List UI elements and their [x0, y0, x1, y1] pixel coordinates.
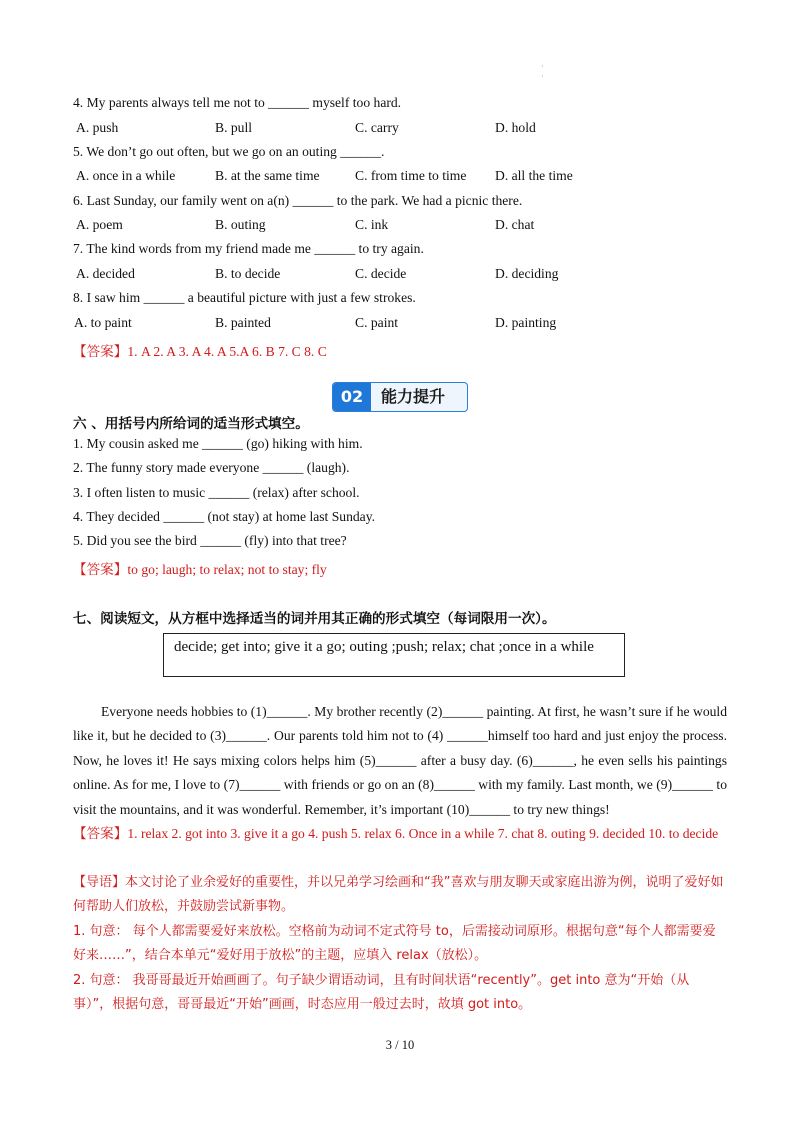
question-7-options: [74, 266, 634, 284]
option-d: D. hold: [495, 120, 536, 135]
option-c: C. ink: [355, 217, 389, 232]
option-d: D. chat: [495, 217, 535, 232]
section-6-item: 5. Did you see the bird ______ (fly) into that tree?: [73, 533, 347, 548]
option-c: C. paint: [355, 315, 399, 330]
section-6-item: 2. The funny story made everyone ______ (laugh).: [73, 460, 350, 475]
section-badge: [332, 382, 468, 412]
section-6-item: 4. They decided ______ (not stay) at home last Sunday.: [73, 509, 376, 524]
section-7-explain-2: 2. 句意： 我哥哥最近开始画画了。句子缺少谓语动词，且有时间状语“recently”。get into 意为“开始（从事）”，根据句意，哥哥最近“开始”画画，时态应用一般过去时，故填 got into。: [73, 973, 690, 1013]
answer-mc: 【答案】1. A 2. A 3. A 4. A 5.A 6. B 7. C 8. C: [73, 344, 327, 359]
corner-marks: · ·: [541, 62, 544, 81]
badge-title: 能力提升: [381, 387, 446, 406]
section-6-item: 1. My cousin asked me ______ (go) hiking with him.: [73, 436, 363, 451]
question-5-stem: 5. We don’t go out often, but we go on an outing ______.: [73, 144, 385, 159]
option-d: D. deciding: [495, 266, 559, 281]
option-a: A. decided: [76, 266, 135, 281]
section-6-title: 六 、用括号内所给词的适当形式填空。: [73, 416, 309, 432]
section-7-title: 七、阅读短文，从方框中选择适当的词并用其正确的形式填空（每词限用一次）。: [73, 611, 556, 627]
page-number: 3 / 10: [385, 1038, 415, 1052]
badge-number: 02: [333, 383, 371, 411]
option-c: C. carry: [355, 120, 399, 135]
word-box: decide; get into; give it a go; outing ;push; relax; chat ;once in a while: [163, 633, 625, 677]
question-5-options: [74, 168, 634, 186]
option-d: D. painting: [495, 315, 557, 330]
section-7-guide: 【导语】本文讨论了业余爱好的重要性，并以兄弟学习绘画和“我”喜欢与朋友聊天或家庭出游为例，说明了爱好如何帮助人们放松，并鼓励尝试新事物。: [73, 875, 724, 915]
question-6-options: [74, 217, 634, 235]
option-a: A. to paint: [74, 315, 132, 330]
option-a: A. once in a while: [76, 168, 176, 183]
question-6-stem: 6. Last Sunday, our family went on a(n) ______ to the park. We had a picnic there.: [73, 193, 523, 208]
section-7-explain-1: 1. 句意： 每个人都需要爱好来放松。空格前为动词不定式符号 to，后需接动词原形。根据句意“每个人都需要爱好来……”，结合本单元“爱好用于放松”的主题，应填入 relax（放松）。: [73, 924, 716, 964]
section-6-answer: 【答案】to go; laugh; to relax; not to stay; fly: [73, 562, 327, 577]
option-a: A. poem: [76, 217, 123, 232]
question-8-stem: 8. I saw him ______ a beautiful picture with just a few strokes.: [73, 290, 416, 305]
option-d: D. all the time: [495, 168, 573, 183]
section-7-answer: 【答案】1. relax 2. got into 3. give it a go 4. push 5. relax 6. Once in a while 7. chat 8. outing 9. decided 10. to decide: [73, 826, 719, 841]
question-8-options: [74, 315, 634, 333]
option-a: A. push: [76, 120, 119, 135]
option-b: B. pull: [215, 120, 253, 135]
section-6-item: 3. I often listen to music ______ (relax) after school.: [73, 485, 360, 500]
question-4-options: [74, 120, 634, 138]
option-b: B. outing: [215, 217, 266, 232]
option-c: C. decide: [355, 266, 407, 281]
reading-passage: Everyone needs hobbies to (1)______. My brother recently (2)______ painting. At first, he wasn’t sure if he would like it, but he decided to (3)______. Our parents told him not to (4) ______himself too hard and just enjoy the process. Now, he loves it! He says mixing colors helps him (5)______ after a busy day. (6)______, he even sells his paintings online. As for me, I love to (7)______ with friends or go on an (8)______ with my family. Last month, we (9)______ to visit the mountains, and it was wonderful. Remember, it’s important (10)______ to try new things!: [73, 704, 727, 817]
option-b: B. to decide: [215, 266, 281, 281]
option-c: C. from time to time: [355, 168, 467, 183]
question-7-stem: 7. The kind words from my friend made me ______ to try again.: [73, 241, 424, 256]
option-b: B. at the same time: [215, 168, 320, 183]
question-4-stem: 4. My parents always tell me not to ______ myself too hard.: [73, 95, 402, 110]
option-b: B. painted: [215, 315, 271, 330]
